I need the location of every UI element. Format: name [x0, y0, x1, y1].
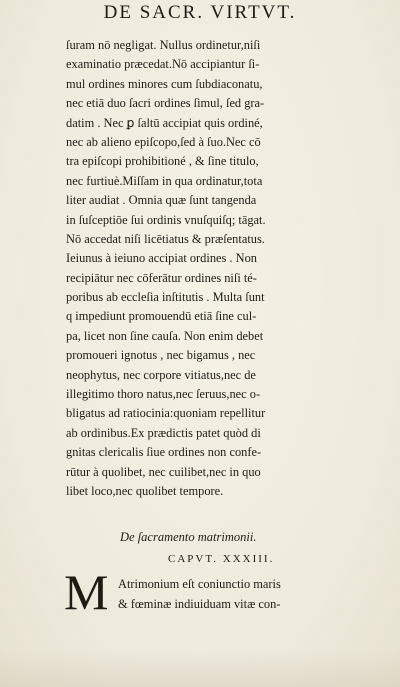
text-line: tra epiſcopi prohibitioné , & ſine titulo,	[66, 154, 259, 169]
text-line: Nō accedat niſi licētiatus & præſentatus.	[66, 231, 265, 246]
text-line: promoueri ignotus , nec bigamus , nec	[66, 348, 256, 363]
text-line: rūtur à quolibet, nec cuilibet,nec in quo	[66, 464, 261, 479]
text-line: in ſuſceptiōe ſui ordinis vnuſquiſq; tāgat.	[66, 212, 266, 227]
section-subheading: De ſacramento matrimonii.	[120, 530, 257, 544]
drop-cap: M	[64, 564, 109, 620]
text-line: Ieiunus à ieiuno accipiat ordines . Non	[66, 251, 257, 266]
chapter-text	[118, 574, 386, 614]
text-line: ſuram nō negligat. Nullus ordinetur,niſi	[66, 38, 261, 52]
text-line: gnitas clericalis ſiue ordines non confe-	[66, 445, 262, 460]
text-line: ab ordinibus.Ex prædictis patet quòd di	[66, 425, 261, 440]
text-line: recipiātur nec cōferātur ordines niſi té-	[66, 270, 257, 285]
text-line: illegitimo thoro natus,nec ſeruus,nec o-	[66, 387, 261, 402]
text-line: examinatio præcedat.Nō accipiantur ſi-	[66, 57, 260, 72]
text-line: datim . Nec ꝑ ſaltū accipiat quis ordiné,	[66, 115, 263, 130]
text-line: liter audiat . Omnia quæ ſunt tangenda	[66, 193, 257, 208]
body-text	[66, 36, 384, 501]
text-line: pa, licet non ſine cauſa. Non enim debet	[66, 328, 264, 343]
running-head: DE SACR. VIRTVT.	[103, 2, 297, 23]
text-line: nec etiā duo ſacri ordines ſimul, ſed gra-	[66, 96, 265, 111]
page-shadow	[0, 650, 400, 687]
chapter-heading: CAPVT. XXXIII.	[168, 553, 275, 565]
text-line: & fœminæ indiuiduam vitæ con-	[118, 597, 281, 611]
text-line: bligatus ad ratiocinia:quoniam repellitur	[66, 406, 266, 421]
text-line: nec ab alieno epiſcopo,ſed à ſuo.Nec cō	[66, 134, 261, 149]
text-line: poribus ab eccleſia inſtitutis . Multa ſunt	[66, 290, 265, 305]
text-line: mul ordines minores cum ſubdiaconatu,	[66, 76, 263, 91]
text-line: neophytus, nec corpore vitiatus,nec de	[66, 367, 256, 382]
text-line: Atrimonium eſt coniunctio maris	[118, 577, 281, 591]
text-line: libet loco,nec quolibet tempore.	[66, 483, 224, 498]
text-line: q impediunt promouendū etiā ſine cul-	[66, 309, 257, 324]
text-line: nec furtiuè.Miſſam in qua ordinatur,tota	[66, 173, 263, 188]
